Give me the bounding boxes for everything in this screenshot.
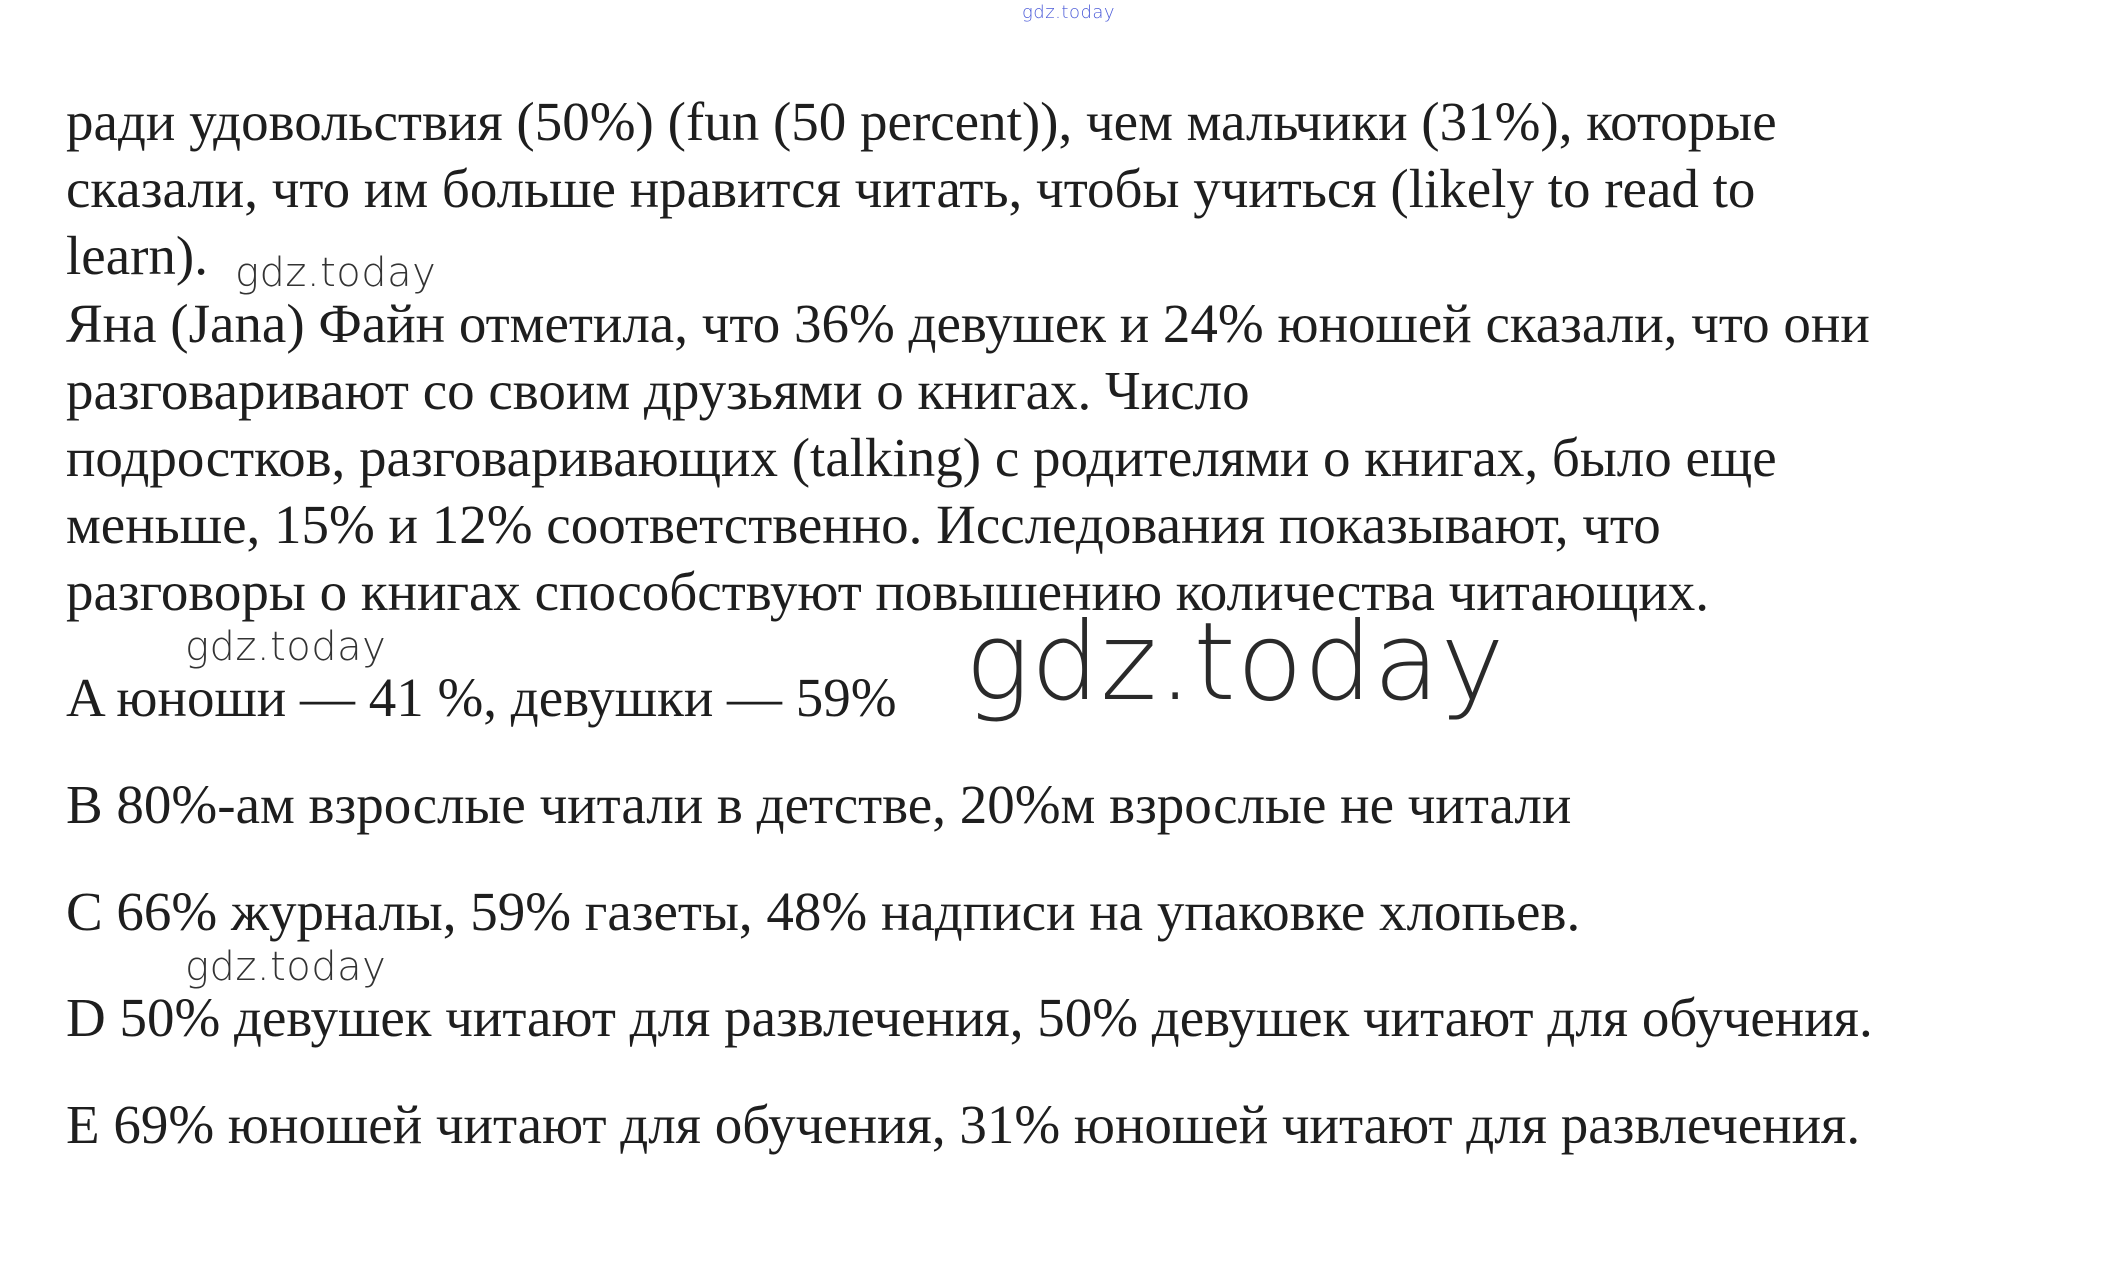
watermark-inline-3: gdz.today <box>185 944 387 990</box>
paragraph-line-2: сказали, что им больше нравится читать, чтобы учиться (likely to read to <box>66 158 1756 219</box>
watermark-top: gdz.today <box>1022 2 1116 23</box>
answer-a: A юноши — 41 %, девушки — 59% <box>66 667 897 728</box>
answer-c: C 66% журналы, 59% газеты, 48% надписи на упаковке хлопьев. <box>66 881 1581 942</box>
paragraph-line-7: меньше, 15% и 12% соответственно. Исследования показывают, что <box>66 494 1661 555</box>
paragraph-line-3: learn). <box>66 225 208 286</box>
answer-e: E 69% юношей читают для обучения, 31% юношей читают для развлечения. <box>66 1094 1861 1155</box>
answer-d: D 50% девушек читают для развлечения, 50% девушек читают для обучения. <box>66 987 1873 1048</box>
paragraph-line-8: разговоры о книгах способствуют повышению количества читающих. <box>66 561 1710 622</box>
paragraph-line-6: подростков, разговаривающих (talking) с родителями о книгах, было еще <box>66 427 1777 488</box>
watermark-inline-2: gdz.today <box>185 624 387 670</box>
paragraph-line-5: разговаривают со своим друзьями о книгах. Число <box>66 360 1250 421</box>
watermark-large: gdz.today <box>965 600 1506 725</box>
answer-b: B 80%-ам взрослые читали в детстве, 20%м взрослые не читали <box>66 774 1572 835</box>
watermark-inline-1: gdz.today <box>235 250 437 296</box>
paragraph-line-4: Яна (Jana) Файн отметила, что 36% девушек и 24% юношей сказали, что они <box>66 293 1870 354</box>
paragraph-line-1: ради удовольствия (50%) (fun (50 percent)), чем мальчики (31%), которые <box>66 91 1777 152</box>
